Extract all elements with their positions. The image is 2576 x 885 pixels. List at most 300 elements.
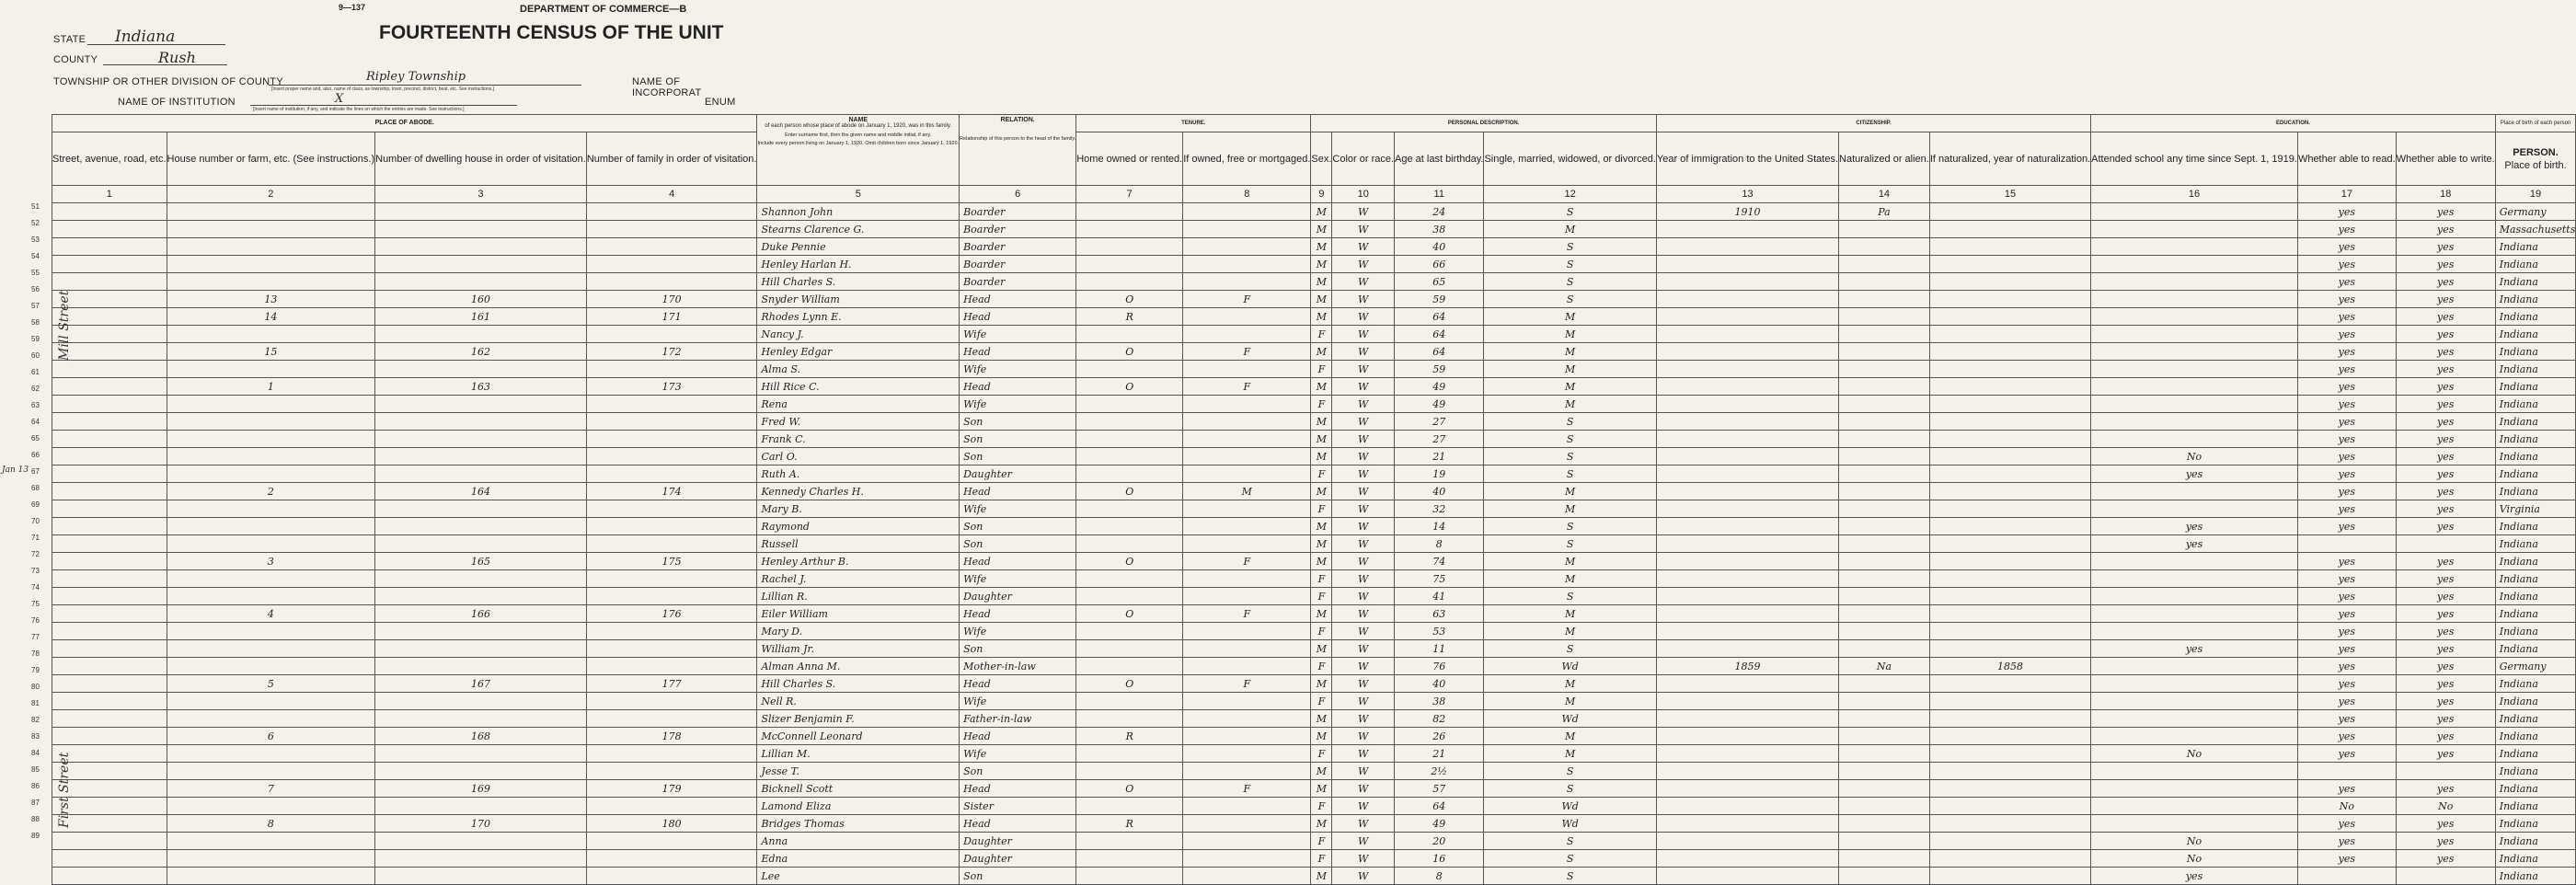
- natyear-cell: [1929, 483, 2090, 500]
- immig-cell: [1656, 448, 1838, 465]
- write-cell: yes: [2396, 500, 2495, 518]
- school-cell: yes: [2091, 465, 2298, 483]
- marital-cell: M: [1484, 553, 1656, 570]
- age-cell: 21: [1395, 745, 1484, 763]
- natyear-cell: [1929, 570, 2090, 588]
- table-row: [52, 221, 2576, 238]
- dwelling-cell: [167, 465, 375, 483]
- read-cell: yes: [2297, 326, 2396, 343]
- own-cell: O: [1076, 605, 1183, 623]
- own-cell: [1076, 798, 1183, 815]
- immig-cell: [1656, 780, 1838, 798]
- relation-cell: Daughter: [960, 588, 1076, 605]
- mort-cell: [1183, 238, 1311, 256]
- marital-cell: S: [1484, 291, 1656, 308]
- school-cell: yes: [2091, 518, 2298, 535]
- township-note: [Insert proper name and, also, name of class, as township, town, precinct, district, beat, etc. See instructions.]: [271, 86, 495, 92]
- school-cell: [2091, 273, 2298, 291]
- color-cell: W: [1332, 850, 1395, 868]
- birth-cell: Indiana: [2495, 483, 2576, 500]
- natyear-cell: [1929, 308, 2090, 326]
- table-row: [52, 326, 2576, 343]
- house-cell: [375, 221, 587, 238]
- age-cell: 21: [1395, 448, 1484, 465]
- house-cell: [375, 640, 587, 658]
- relation-cell: Son: [960, 413, 1076, 431]
- column-numbers-row: [52, 186, 2576, 203]
- natural-cell: [1839, 396, 1930, 413]
- family-cell: [586, 396, 757, 413]
- table-row: [52, 361, 2576, 378]
- table-row: [52, 308, 2576, 326]
- mort-cell: [1183, 413, 1311, 431]
- age-cell: 2½: [1395, 763, 1484, 780]
- house-cell: 168: [375, 728, 587, 745]
- age-cell: 49: [1395, 815, 1484, 833]
- natyear-cell: [1929, 273, 2090, 291]
- color-cell: W: [1332, 221, 1395, 238]
- name-cell: Russell: [757, 535, 960, 553]
- place-of-abode-header: PLACE OF ABODE.: [52, 115, 757, 132]
- marital-cell: S: [1484, 868, 1656, 885]
- name-cell: Fred W.: [757, 413, 960, 431]
- read-cell: yes: [2297, 833, 2396, 850]
- immig-cell: [1656, 605, 1838, 623]
- birth-cell: Indiana: [2495, 553, 2576, 570]
- color-cell: W: [1332, 291, 1395, 308]
- immig-cell: [1656, 256, 1838, 273]
- institution-note: [Insert name of institution, if any, and indicate the lines on which the entries are made. See instructions.]: [253, 107, 465, 112]
- marital-cell: M: [1484, 728, 1656, 745]
- immig-cell: [1656, 238, 1838, 256]
- dwelling-cell: [167, 850, 375, 868]
- natural-cell: [1839, 518, 1930, 535]
- age-cell: 20: [1395, 833, 1484, 850]
- dwelling-cell: 4: [167, 605, 375, 623]
- name-cell: Frank C.: [757, 431, 960, 448]
- street-cell: [52, 413, 167, 431]
- relation-cell: Boarder: [960, 238, 1076, 256]
- school-cell: [2091, 675, 2298, 693]
- immig-cell: [1656, 413, 1838, 431]
- write-cell: yes: [2396, 203, 2495, 221]
- read-cell: yes: [2297, 273, 2396, 291]
- mort-cell: [1183, 693, 1311, 710]
- natural-cell: [1839, 238, 1930, 256]
- school-cell: [2091, 780, 2298, 798]
- mort-cell: [1183, 815, 1311, 833]
- natyear-cell: [1929, 291, 2090, 308]
- birth-cell: Indiana: [2495, 868, 2576, 885]
- color-cell: W: [1332, 728, 1395, 745]
- natyear-cell: [1929, 675, 2090, 693]
- own-cell: [1076, 763, 1183, 780]
- own-cell: [1076, 623, 1183, 640]
- street-cell: [52, 605, 167, 623]
- name-cell: Kennedy Charles H.: [757, 483, 960, 500]
- sex-cell: F: [1311, 693, 1332, 710]
- natural-cell: [1839, 640, 1930, 658]
- street-cell: [52, 728, 167, 745]
- column-number: 12: [1484, 186, 1656, 203]
- natyear-cell: [1929, 238, 2090, 256]
- col-street: Street, avenue, road, etc.: [52, 132, 167, 186]
- write-cell: yes: [2396, 291, 2495, 308]
- sex-cell: M: [1311, 763, 1332, 780]
- dwelling-cell: [167, 763, 375, 780]
- relation-cell: Head: [960, 343, 1076, 361]
- sex-cell: F: [1311, 396, 1332, 413]
- natyear-cell: [1929, 500, 2090, 518]
- mort-cell: [1183, 308, 1311, 326]
- house-cell: 161: [375, 308, 587, 326]
- line-number: 69: [31, 500, 40, 509]
- mort-cell: [1183, 850, 1311, 868]
- name-cell: Nell R.: [757, 693, 960, 710]
- write-cell: yes: [2396, 780, 2495, 798]
- relation-cell: Head: [960, 815, 1076, 833]
- read-cell: yes: [2297, 256, 2396, 273]
- color-cell: W: [1332, 623, 1395, 640]
- age-cell: 41: [1395, 588, 1484, 605]
- write-cell: yes: [2396, 326, 2495, 343]
- marital-cell: S: [1484, 833, 1656, 850]
- natural-cell: [1839, 273, 1930, 291]
- relation-cell: Father-in-law: [960, 710, 1076, 728]
- marital-cell: M: [1484, 623, 1656, 640]
- family-cell: 172: [586, 343, 757, 361]
- mort-cell: [1183, 570, 1311, 588]
- write-cell: yes: [2396, 605, 2495, 623]
- school-cell: [2091, 326, 2298, 343]
- color-cell: W: [1332, 448, 1395, 465]
- birth-cell: Indiana: [2495, 343, 2576, 361]
- dwelling-cell: [167, 221, 375, 238]
- county-label: COUNTY: [53, 54, 98, 65]
- street-label-first: First Street: [57, 752, 72, 828]
- color-cell: W: [1332, 570, 1395, 588]
- school-cell: [2091, 256, 2298, 273]
- family-cell: 178: [586, 728, 757, 745]
- birth-cell: Indiana: [2495, 728, 2576, 745]
- birthplace-header: Place of birth of each person: [2495, 115, 2576, 132]
- mort-cell: [1183, 431, 1311, 448]
- natural-cell: [1839, 413, 1930, 431]
- birth-cell: Indiana: [2495, 640, 2576, 658]
- color-cell: W: [1332, 833, 1395, 850]
- marital-cell: S: [1484, 203, 1656, 221]
- natyear-cell: [1929, 850, 2090, 868]
- own-cell: [1076, 850, 1183, 868]
- col-mortgaged: If owned, free or mortgaged.: [1183, 132, 1311, 186]
- dwelling-cell: [167, 203, 375, 221]
- line-number: 76: [31, 616, 40, 625]
- county-value: Rush: [158, 49, 196, 66]
- natyear-cell: [1929, 833, 2090, 850]
- birth-cell: Indiana: [2495, 256, 2576, 273]
- birth-cell: Indiana: [2495, 850, 2576, 868]
- name-cell: Henley Harlan H.: [757, 256, 960, 273]
- write-cell: [2396, 763, 2495, 780]
- col-school: Attended school any time since Sept. 1, 1919.: [2091, 132, 2298, 186]
- mort-cell: [1183, 728, 1311, 745]
- age-cell: 75: [1395, 570, 1484, 588]
- marital-cell: S: [1484, 256, 1656, 273]
- write-cell: yes: [2396, 413, 2495, 431]
- immig-cell: [1656, 570, 1838, 588]
- school-cell: [2091, 763, 2298, 780]
- immig-cell: [1656, 291, 1838, 308]
- institution-line: [250, 105, 517, 106]
- read-cell: yes: [2297, 465, 2396, 483]
- school-cell: [2091, 570, 2298, 588]
- mort-cell: [1183, 221, 1311, 238]
- read-cell: yes: [2297, 588, 2396, 605]
- age-cell: 59: [1395, 291, 1484, 308]
- table-row: [52, 623, 2576, 640]
- relation-cell: Wife: [960, 500, 1076, 518]
- own-cell: R: [1076, 728, 1183, 745]
- natural-cell: [1839, 763, 1930, 780]
- birth-cell: Indiana: [2495, 238, 2576, 256]
- sex-cell: M: [1311, 378, 1332, 396]
- relation-cell: Son: [960, 535, 1076, 553]
- relation-cell: Head: [960, 675, 1076, 693]
- sex-cell: M: [1311, 431, 1332, 448]
- line-number: 70: [31, 517, 40, 525]
- family-cell: [586, 745, 757, 763]
- name-cell: Jesse T.: [757, 763, 960, 780]
- age-cell: 14: [1395, 518, 1484, 535]
- mort-cell: [1183, 203, 1311, 221]
- birth-cell: Germany: [2495, 203, 2576, 221]
- natural-cell: [1839, 833, 1930, 850]
- relation-cell: Mother-in-law: [960, 658, 1076, 675]
- read-cell: yes: [2297, 361, 2396, 378]
- natyear-cell: [1929, 710, 2090, 728]
- school-cell: [2091, 815, 2298, 833]
- own-cell: [1076, 710, 1183, 728]
- write-cell: yes: [2396, 396, 2495, 413]
- dwelling-cell: [167, 833, 375, 850]
- table-row: [52, 500, 2576, 518]
- house-cell: [375, 518, 587, 535]
- family-cell: 171: [586, 308, 757, 326]
- tenure-header: TENURE.: [1076, 115, 1311, 132]
- institution-value: X: [335, 92, 344, 106]
- street-cell: [52, 203, 167, 221]
- mort-cell: [1183, 256, 1311, 273]
- sex-cell: M: [1311, 518, 1332, 535]
- immig-cell: [1656, 850, 1838, 868]
- name-cell: Snyder William: [757, 291, 960, 308]
- col-house: House number or farm, etc. (See instructions.): [167, 132, 375, 186]
- natural-cell: [1839, 361, 1930, 378]
- mort-cell: [1183, 448, 1311, 465]
- immig-cell: [1656, 518, 1838, 535]
- write-cell: yes: [2396, 361, 2495, 378]
- name-cell: Bicknell Scott: [757, 780, 960, 798]
- column-number: 1: [52, 186, 167, 203]
- table-row: [52, 833, 2576, 850]
- dwelling-cell: [167, 623, 375, 640]
- table-row: [52, 675, 2576, 693]
- sex-cell: M: [1311, 535, 1332, 553]
- color-cell: W: [1332, 238, 1395, 256]
- family-cell: [586, 763, 757, 780]
- sex-cell: F: [1311, 326, 1332, 343]
- sex-cell: M: [1311, 238, 1332, 256]
- school-cell: [2091, 308, 2298, 326]
- street-cell: [52, 850, 167, 868]
- school-cell: yes: [2091, 640, 2298, 658]
- line-number: 58: [31, 318, 40, 327]
- table-row: [52, 780, 2576, 798]
- own-cell: [1076, 431, 1183, 448]
- natyear-cell: [1929, 448, 2090, 465]
- mort-cell: [1183, 535, 1311, 553]
- line-number: 61: [31, 368, 40, 376]
- marital-cell: S: [1484, 535, 1656, 553]
- birth-cell: Indiana: [2495, 623, 2576, 640]
- birth-cell: Indiana: [2495, 273, 2576, 291]
- natural-cell: [1839, 728, 1930, 745]
- color-cell: W: [1332, 431, 1395, 448]
- school-cell: [2091, 623, 2298, 640]
- house-cell: [375, 500, 587, 518]
- sex-cell: M: [1311, 675, 1332, 693]
- read-cell: yes: [2297, 483, 2396, 500]
- write-cell: yes: [2396, 745, 2495, 763]
- table-row: [52, 815, 2576, 833]
- write-cell: yes: [2396, 640, 2495, 658]
- relation-cell: Head: [960, 308, 1076, 326]
- line-number: 55: [31, 269, 40, 277]
- school-cell: [2091, 605, 2298, 623]
- birth-cell: Indiana: [2495, 693, 2576, 710]
- family-cell: 174: [586, 483, 757, 500]
- name-cell: Ruth A.: [757, 465, 960, 483]
- sex-cell: M: [1311, 815, 1332, 833]
- natural-cell: [1839, 221, 1930, 238]
- name-cell: Stearns Clarence G.: [757, 221, 960, 238]
- census-table: [52, 114, 2576, 885]
- name-cell: Lamond Eliza: [757, 798, 960, 815]
- immig-cell: [1656, 221, 1838, 238]
- natural-cell: [1839, 570, 1930, 588]
- own-cell: [1076, 518, 1183, 535]
- age-cell: 76: [1395, 658, 1484, 675]
- family-cell: [586, 535, 757, 553]
- own-cell: [1076, 833, 1183, 850]
- age-cell: 38: [1395, 693, 1484, 710]
- write-cell: yes: [2396, 378, 2495, 396]
- family-cell: [586, 850, 757, 868]
- birth-cell: Indiana: [2495, 780, 2576, 798]
- immig-cell: [1656, 728, 1838, 745]
- name-cell: Mary B.: [757, 500, 960, 518]
- relation-cell: Head: [960, 605, 1076, 623]
- marital-cell: Wd: [1484, 658, 1656, 675]
- color-cell: W: [1332, 256, 1395, 273]
- natural-cell: [1839, 535, 1930, 553]
- immig-cell: [1656, 833, 1838, 850]
- name-cell: Raymond: [757, 518, 960, 535]
- age-cell: 8: [1395, 535, 1484, 553]
- natural-cell: [1839, 745, 1930, 763]
- own-cell: [1076, 238, 1183, 256]
- name-cell: Eiler William: [757, 605, 960, 623]
- age-cell: 49: [1395, 396, 1484, 413]
- name-cell: Rena: [757, 396, 960, 413]
- name-cell: Carl O.: [757, 448, 960, 465]
- name-cell: McConnell Leonard: [757, 728, 960, 745]
- name-cell: Rhodes Lynn E.: [757, 308, 960, 326]
- school-cell: [2091, 378, 2298, 396]
- immig-cell: [1656, 553, 1838, 570]
- sex-cell: M: [1311, 640, 1332, 658]
- name-cell: Henley Arthur B.: [757, 553, 960, 570]
- natural-cell: [1839, 815, 1930, 833]
- sex-cell: F: [1311, 588, 1332, 605]
- sex-cell: F: [1311, 798, 1332, 815]
- school-cell: [2091, 203, 2298, 221]
- natural-cell: [1839, 675, 1930, 693]
- relation-cell: Head: [960, 378, 1076, 396]
- marital-cell: M: [1484, 308, 1656, 326]
- street-cell: [52, 710, 167, 728]
- natyear-cell: [1929, 431, 2090, 448]
- write-cell: yes: [2396, 693, 2495, 710]
- color-cell: W: [1332, 675, 1395, 693]
- write-cell: yes: [2396, 273, 2495, 291]
- immig-cell: [1656, 693, 1838, 710]
- relation-cell: Boarder: [960, 203, 1076, 221]
- age-cell: 64: [1395, 798, 1484, 815]
- col-immig: Year of immigration to the United States.: [1656, 132, 1838, 186]
- school-cell: [2091, 553, 2298, 570]
- color-cell: W: [1332, 378, 1395, 396]
- mort-cell: [1183, 465, 1311, 483]
- sex-cell: F: [1311, 623, 1332, 640]
- natyear-cell: [1929, 326, 2090, 343]
- own-cell: [1076, 465, 1183, 483]
- write-cell: yes: [2396, 308, 2495, 326]
- write-cell: yes: [2396, 256, 2495, 273]
- read-cell: yes: [2297, 815, 2396, 833]
- write-cell: yes: [2396, 448, 2495, 465]
- natural-cell: [1839, 500, 1930, 518]
- marital-cell: M: [1484, 378, 1656, 396]
- school-cell: [2091, 238, 2298, 256]
- street-cell: [52, 448, 167, 465]
- age-cell: 64: [1395, 326, 1484, 343]
- street-cell: [52, 361, 167, 378]
- write-cell: yes: [2396, 465, 2495, 483]
- column-number: 19: [2495, 186, 2576, 203]
- sex-cell: M: [1311, 221, 1332, 238]
- color-cell: W: [1332, 745, 1395, 763]
- natural-cell: [1839, 623, 1930, 640]
- mort-cell: [1183, 710, 1311, 728]
- family-cell: [586, 833, 757, 850]
- marital-cell: S: [1484, 518, 1656, 535]
- line-number: 67: [31, 467, 40, 476]
- name-cell: William Jr.: [757, 640, 960, 658]
- write-cell: yes: [2396, 553, 2495, 570]
- color-cell: W: [1332, 203, 1395, 221]
- col-read: Whether able to read.: [2297, 132, 2396, 186]
